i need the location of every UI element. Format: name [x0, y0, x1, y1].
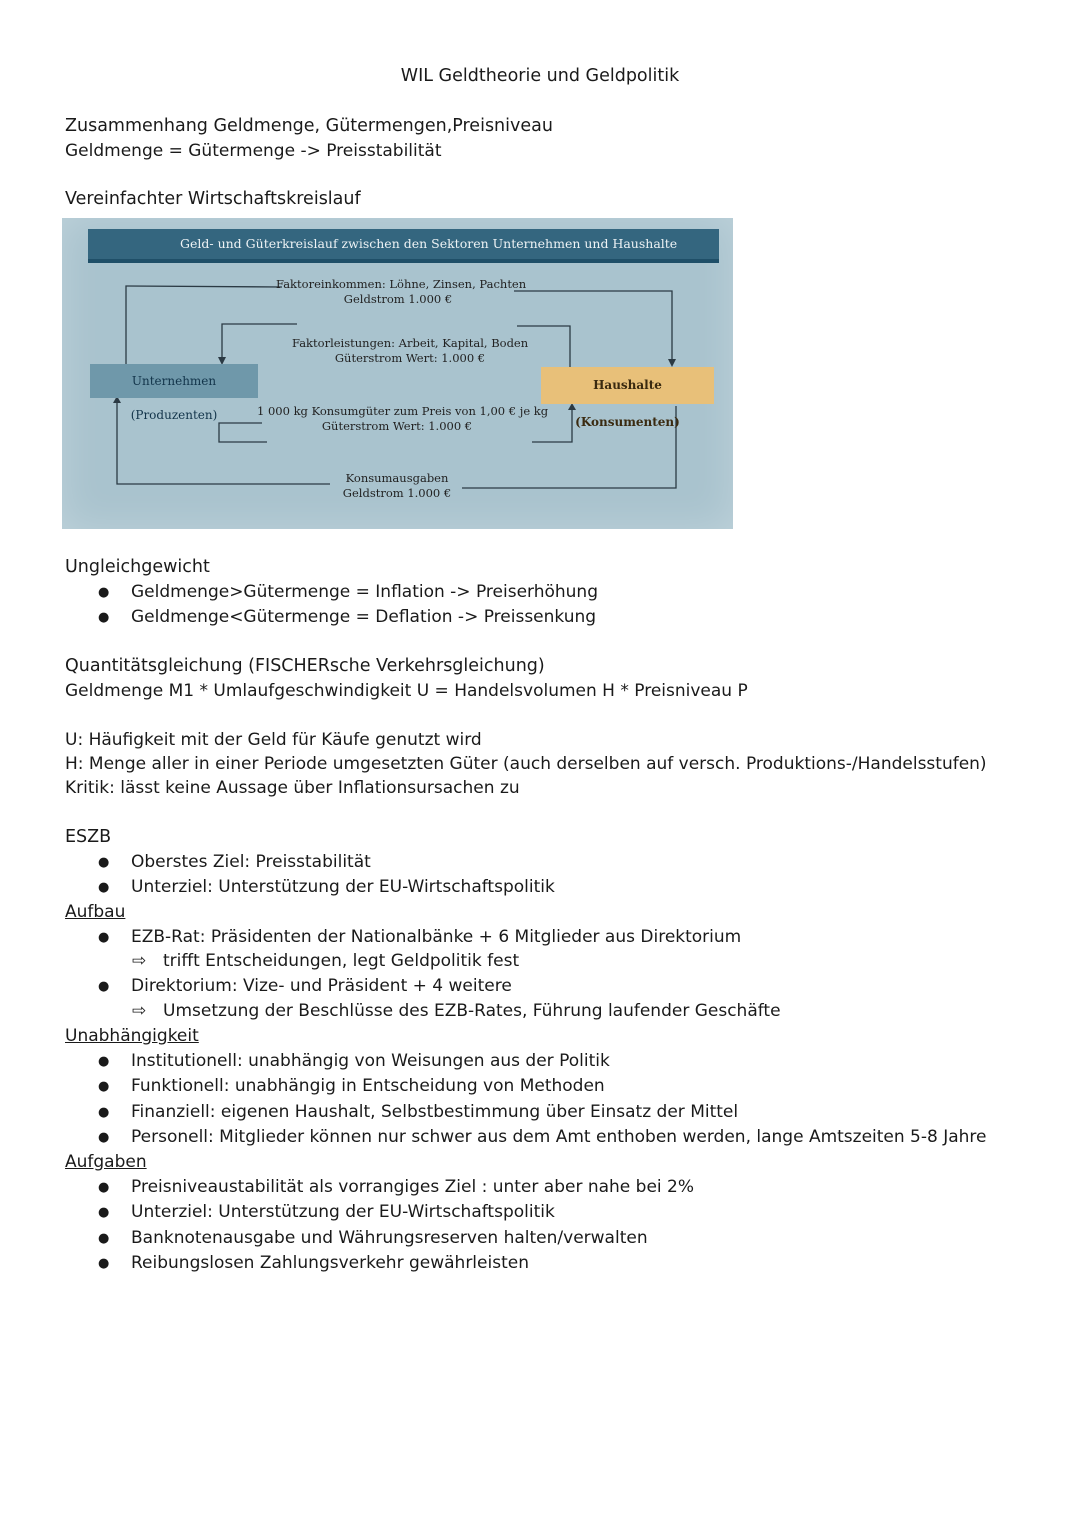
- section-heading-zusammenhang: Zusammenhang Geldmenge, Gütermengen,Preisniveau: [65, 116, 553, 136]
- list-item-text: Reibungslosen Zahlungsverkehr gewährleisten: [131, 1253, 529, 1273]
- list-item: [98, 1202, 555, 1222]
- consumer-goods-value: Güterstrom Wert: 1.000 €: [321, 419, 473, 433]
- bullet-icon: ●: [98, 855, 110, 870]
- sub-item-text: Umsetzung der Beschlüsse des EZB-Rates, Führung laufender Geschäfte: [163, 1001, 781, 1021]
- subheading-aufgaben: Aufgaben: [65, 1152, 147, 1172]
- arrow-right-icon: ⇨: [132, 951, 147, 971]
- section-heading-ungleichgewicht: Ungleichgewicht: [65, 557, 210, 577]
- factor-services-label: [292, 336, 528, 366]
- arrow-right-icon: ⇨: [132, 1001, 147, 1021]
- sub-item: [132, 951, 519, 971]
- list-item-text: Institutionell: unabhängig von Weisungen aus der Politik: [131, 1051, 610, 1071]
- list-item-text: Funktionell: unabhängig in Entscheidung von Methoden: [131, 1076, 605, 1096]
- page-title: WIL Geldtheorie und Geldpolitik: [400, 66, 680, 86]
- list-item-text: Unterziel: Unterstützung der EU-Wirtschaftspolitik: [131, 1202, 555, 1222]
- sub-item: [132, 1001, 781, 1021]
- circular-flow-diagram: [62, 218, 733, 529]
- list-item: [98, 877, 555, 897]
- subheading-unabhaengigkeit: Unabhängigkeit: [65, 1026, 199, 1046]
- factor-services-text: Faktorleistungen: Arbeit, Kapital, Boden: [292, 336, 529, 350]
- factor-services-value: Güterstrom Wert: 1.000 €: [334, 351, 486, 365]
- list-item: [98, 1228, 648, 1248]
- list-item-text: Geldmenge>Gütermenge = Inflation -> Preiserhöhung: [131, 582, 599, 602]
- company-box: Unternehmen (Produzenten): [90, 364, 258, 398]
- bullet-icon: ●: [98, 1205, 110, 1220]
- bullet-icon: ●: [98, 1054, 110, 1069]
- section-heading-quantitaet: Quantitätsgleichung (FISCHERsche Verkehrsgleichung): [65, 656, 545, 676]
- list-item: [98, 582, 598, 602]
- bullet-icon: ●: [98, 880, 110, 895]
- list-item: [98, 1177, 694, 1197]
- list-item-text: Personell: Mitglieder können nur schwer aus dem Amt enthoben werden, lange Amtszeiten 5-8 Jahre: [131, 1127, 987, 1147]
- list-item-text: Banknotenausgabe und Währungsreserven halten/verwalten: [131, 1228, 648, 1248]
- list-item: [98, 927, 741, 947]
- section-heading-eszb: ESZB: [65, 827, 112, 847]
- section-heading-kreislauf: Vereinfachter Wirtschaftskreislauf: [65, 189, 361, 209]
- bullet-icon: ●: [98, 1105, 110, 1120]
- consumer-spending-text: Konsumausgaben: [345, 471, 449, 485]
- list-item: [98, 1051, 610, 1071]
- household-box: Haushalte (Konsumenten): [541, 367, 714, 404]
- list-item-text: Geldmenge<Gütermenge = Deflation -> Preissenkung: [131, 607, 597, 627]
- bullet-icon: ●: [98, 1079, 110, 1094]
- bullet-icon: ●: [98, 585, 110, 600]
- arrowhead-household-top: [668, 359, 676, 367]
- consumer-spending-value: Geldstrom 1.000 €: [342, 486, 452, 500]
- bullet-icon: ●: [98, 979, 110, 994]
- factor-income-label: [276, 277, 527, 307]
- consumer-goods-label: [257, 404, 549, 434]
- u-definition: U: Häufigkeit mit der Geld für Käufe genutzt wird: [65, 730, 482, 750]
- list-item: [98, 607, 596, 627]
- mid-flow-line-left: [222, 324, 297, 359]
- list-item-text: Finanziell: eigenen Haushalt, Selbstbestimmung über Einsatz der Mittel: [131, 1102, 739, 1122]
- equation-line: Geldmenge M1 * Umlaufgeschwindigkeit U = Handelsvolumen H * Preisniveau P: [65, 681, 748, 701]
- list-item-text: Preisniveaustabilität als vorrangiges Ziel : unter aber nahe bei 2%: [131, 1177, 695, 1197]
- list-item: [98, 1127, 987, 1147]
- list-item-text: EZB-Rat: Präsidenten der Nationalbänke + 6 Mitglieder aus Direktorium: [131, 927, 742, 947]
- diagram-banner-text: Geld- und Güterkreislauf zwischen den Sektoren Unternehmen und Haushalte: [180, 236, 678, 251]
- list-item: [98, 1076, 605, 1096]
- h-definition: H: Menge aller in einer Periode umgesetzten Güter (auch derselben auf versch. Produktions-/Handelsstufen): [65, 754, 987, 774]
- bullet-icon: ●: [98, 1256, 110, 1271]
- list-item: [98, 1102, 738, 1122]
- factor-income-value: Geldstrom 1.000 €: [343, 292, 453, 306]
- bullet-icon: ●: [98, 930, 110, 945]
- list-item: [98, 1253, 529, 1273]
- bullet-icon: ●: [98, 1180, 110, 1195]
- bullet-icon: ●: [98, 1130, 110, 1145]
- bullet-icon: ●: [98, 610, 110, 625]
- list-item-text: Unterziel: Unterstützung der EU-Wirtschaftspolitik: [131, 877, 555, 897]
- list-item: [98, 852, 371, 872]
- kritik-line: Kritik: lässt keine Aussage über Inflationsursachen zu: [65, 778, 520, 798]
- subheading-aufbau: Aufbau: [65, 902, 126, 922]
- list-item-text: Oberstes Ziel: Preisstabilität: [131, 852, 371, 872]
- stability-line: Geldmenge = Gütermenge -> Preisstabilität: [65, 141, 442, 161]
- consumer-goods-text: 1 000 kg Konsumgüter zum Preis von 1,00 € je kg: [257, 404, 549, 418]
- consumer-spending-label: [324, 471, 470, 501]
- list-item-text: Direktorium: Vize- und Präsident + 4 weitere: [131, 976, 512, 996]
- list-item: [98, 976, 512, 996]
- factor-income-text: Faktoreinkommen: Löhne, Zinsen, Pachten: [276, 277, 527, 291]
- bullet-icon: ●: [98, 1231, 110, 1246]
- sub-item-text: trifft Entscheidungen, legt Geldpolitik fest: [163, 951, 520, 971]
